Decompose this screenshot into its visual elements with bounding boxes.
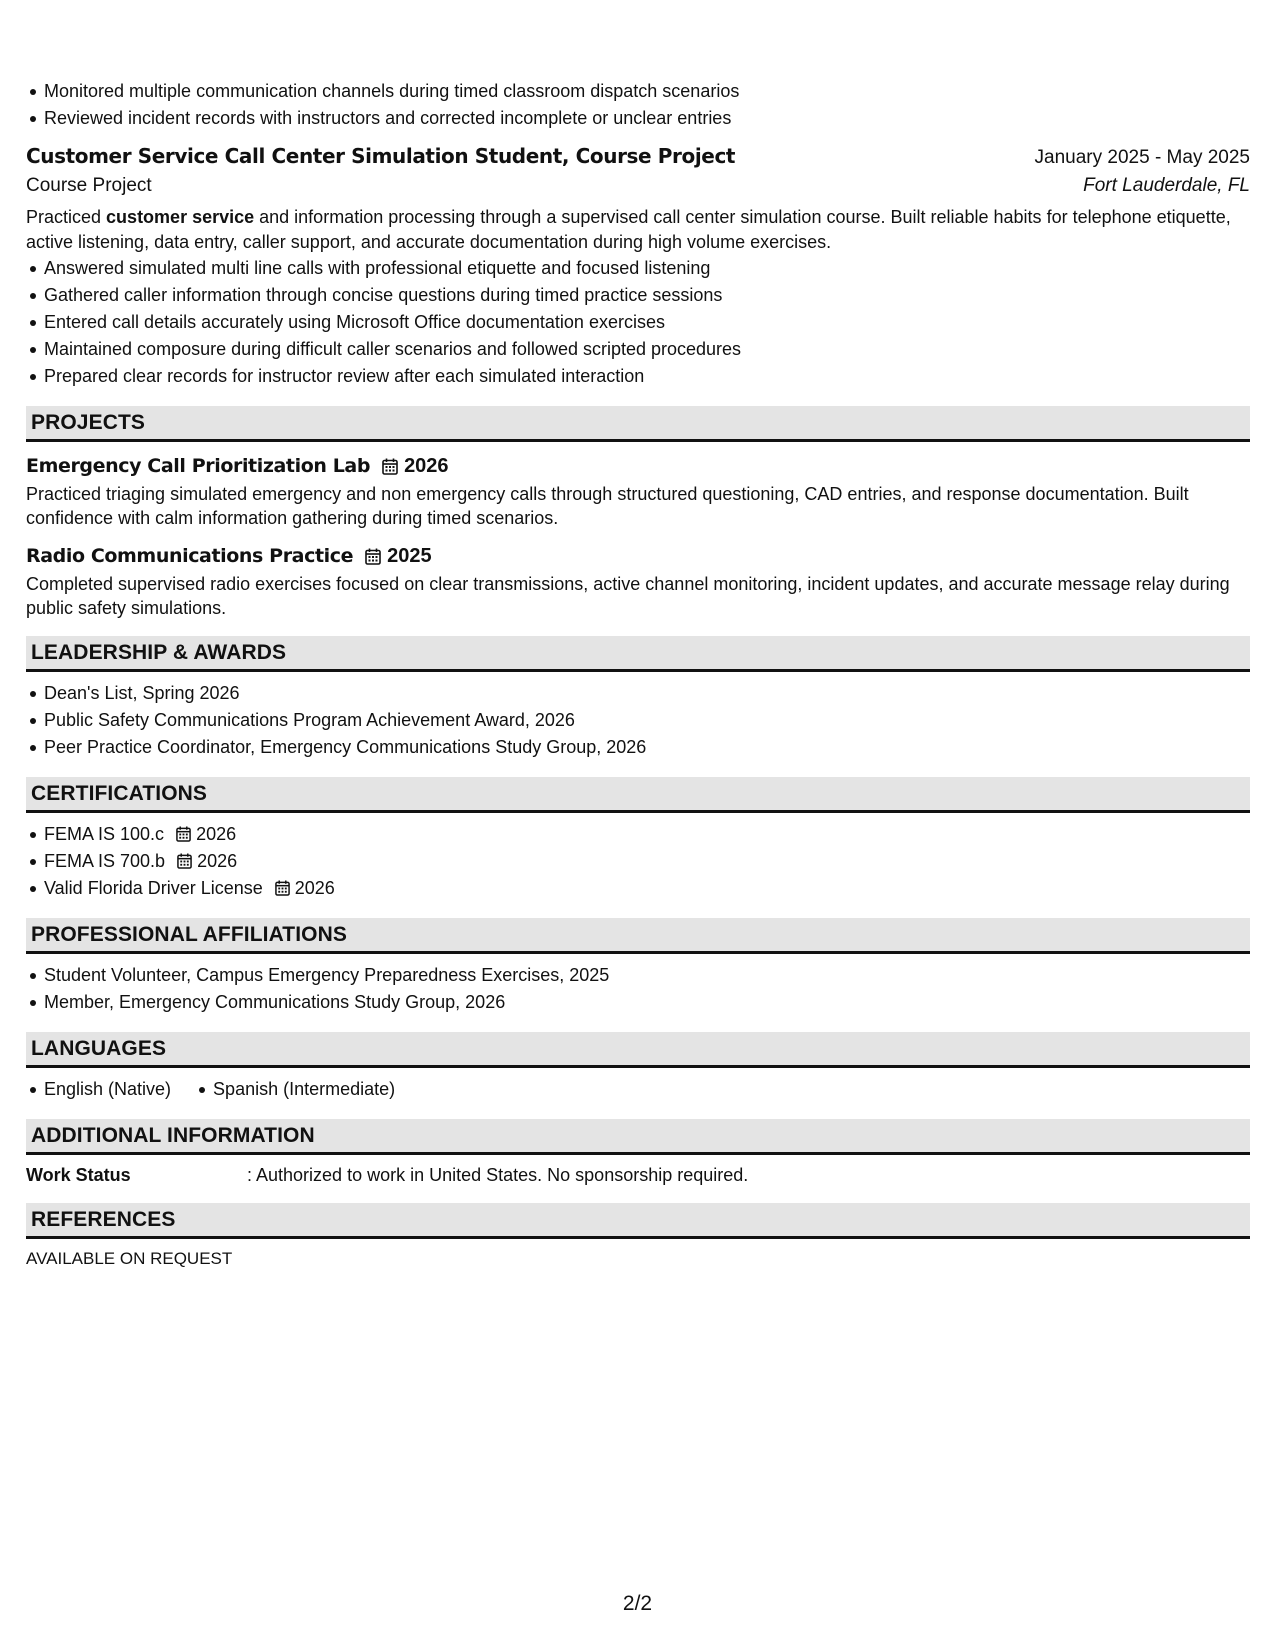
calendar-icon: [176, 826, 191, 842]
list-item: Peer Practice Coordinator, Emergency Communications Study Group, 2026: [26, 734, 1250, 761]
list-item: Maintained composure during difficult caller scenarios and followed scripted procedures: [26, 336, 1250, 363]
work-status-row: [26, 1163, 1250, 1187]
list-item: Entered call details accurately using Microsoft Office documentation exercises: [26, 309, 1250, 336]
list-item: Dean's List, Spring 2026: [26, 680, 1250, 707]
leadership-list: [26, 680, 1250, 761]
list-item: Public Safety Communications Program Achievement Award, 2026: [26, 707, 1250, 734]
list-item: Spanish (Intermediate): [195, 1076, 395, 1103]
job-summary-pre: Practiced: [26, 207, 107, 227]
project-header: [26, 542, 1250, 570]
work-status-value: : Authorized to work in United States. No sponsorship required.: [247, 1165, 749, 1185]
section-header-additional: [26, 1119, 1250, 1155]
section-title: REFERENCES: [31, 1207, 176, 1231]
job-subheader: [26, 175, 1250, 197]
list-item: Prepared clear records for instructor review after each simulated interaction: [26, 363, 1250, 390]
references-text: AVAILABLE ON REQUEST: [26, 1249, 233, 1268]
list-item: English (Native): [26, 1076, 171, 1103]
job-title: Customer Service Call Center Simulation Student, Course Project: [26, 144, 736, 168]
list-item: [26, 848, 1250, 875]
resume-page: [26, 78, 1250, 1269]
list-item: Member, Emergency Communications Study Group, 2026: [26, 989, 1250, 1016]
section-title: PROJECTS: [31, 410, 145, 434]
section-header-leadership: [26, 636, 1250, 672]
section-title: ADDITIONAL INFORMATION: [31, 1123, 315, 1147]
project-name: Emergency Call Prioritization Lab: [26, 455, 371, 477]
section-header-languages: [26, 1032, 1250, 1068]
job-summary: [26, 205, 1250, 255]
job-dates: January 2025 - May 2025: [1034, 147, 1250, 168]
certification-name: FEMA IS 700.b: [44, 851, 166, 871]
page-number: 2/2: [622, 1592, 653, 1615]
certification-year: 2026: [294, 878, 335, 898]
calendar-icon: [382, 458, 398, 475]
affiliations-list: [26, 962, 1250, 1016]
section-header-certifications: [26, 777, 1250, 813]
list-item: Monitored multiple communication channels during timed classroom dispatch scenarios: [26, 78, 1250, 105]
project-description: Completed supervised radio exercises focused on clear transmissions, active channel monitoring, incident updates, and accurate message relay during public safety simulations.: [26, 574, 1230, 618]
job-subtitle: Course Project: [26, 175, 152, 196]
calendar-icon: [177, 853, 192, 869]
calendar-icon: [275, 880, 290, 896]
project-name: Radio Communications Practice: [26, 545, 354, 567]
list-item: Gathered caller information through concise questions during timed practice sessions: [26, 282, 1250, 309]
project-year: 2025: [387, 544, 432, 567]
list-item: Reviewed incident records with instructors and corrected incomplete or unclear entries: [26, 105, 1250, 132]
calendar-icon: [365, 548, 381, 565]
job-summary-bold: customer service: [106, 207, 255, 227]
job-location: Fort Lauderdale, FL: [1083, 175, 1250, 196]
languages-list: [26, 1076, 1250, 1103]
certification-year: 2026: [197, 851, 238, 871]
section-header-affiliations: [26, 918, 1250, 954]
project-year: 2026: [404, 454, 449, 477]
section-header-references: [26, 1203, 1250, 1239]
certifications-list: [26, 821, 1250, 902]
list-item: Answered simulated multi line calls with professional etiquette and focused listening: [26, 255, 1250, 282]
list-item: [26, 821, 1250, 848]
certification-name: Valid Florida Driver License: [44, 878, 263, 898]
section-title: CERTIFICATIONS: [31, 781, 208, 805]
job-header: [26, 144, 1250, 169]
project-header: [26, 452, 1250, 480]
section-header-projects: [26, 406, 1250, 442]
list-item: Student Volunteer, Campus Emergency Preparedness Exercises, 2025: [26, 962, 1250, 989]
list-item: [26, 875, 1250, 902]
section-title: LANGUAGES: [31, 1036, 167, 1060]
certification-name: FEMA IS 100.c: [44, 824, 165, 844]
prior-job-bullets: [26, 78, 1250, 132]
job-summary-post: and information processing through a supervised call center simulation course. Built reliable habits for telephone etiquette, active listening, data entry, caller support, and accurate documentation during high volume exercises.: [26, 207, 1231, 252]
section-title: LEADERSHIP & AWARDS: [31, 640, 287, 664]
certification-year: 2026: [196, 824, 237, 844]
section-title: PROFESSIONAL AFFILIATIONS: [31, 922, 347, 946]
job-bullets: [26, 255, 1250, 390]
project-description: Practiced triaging simulated emergency and non emergency calls through structured questioning, CAD entries, and response documentation. Built confidence with calm information gathering during timed scenarios.: [26, 484, 1189, 528]
work-status-label: Work Status: [26, 1165, 131, 1185]
